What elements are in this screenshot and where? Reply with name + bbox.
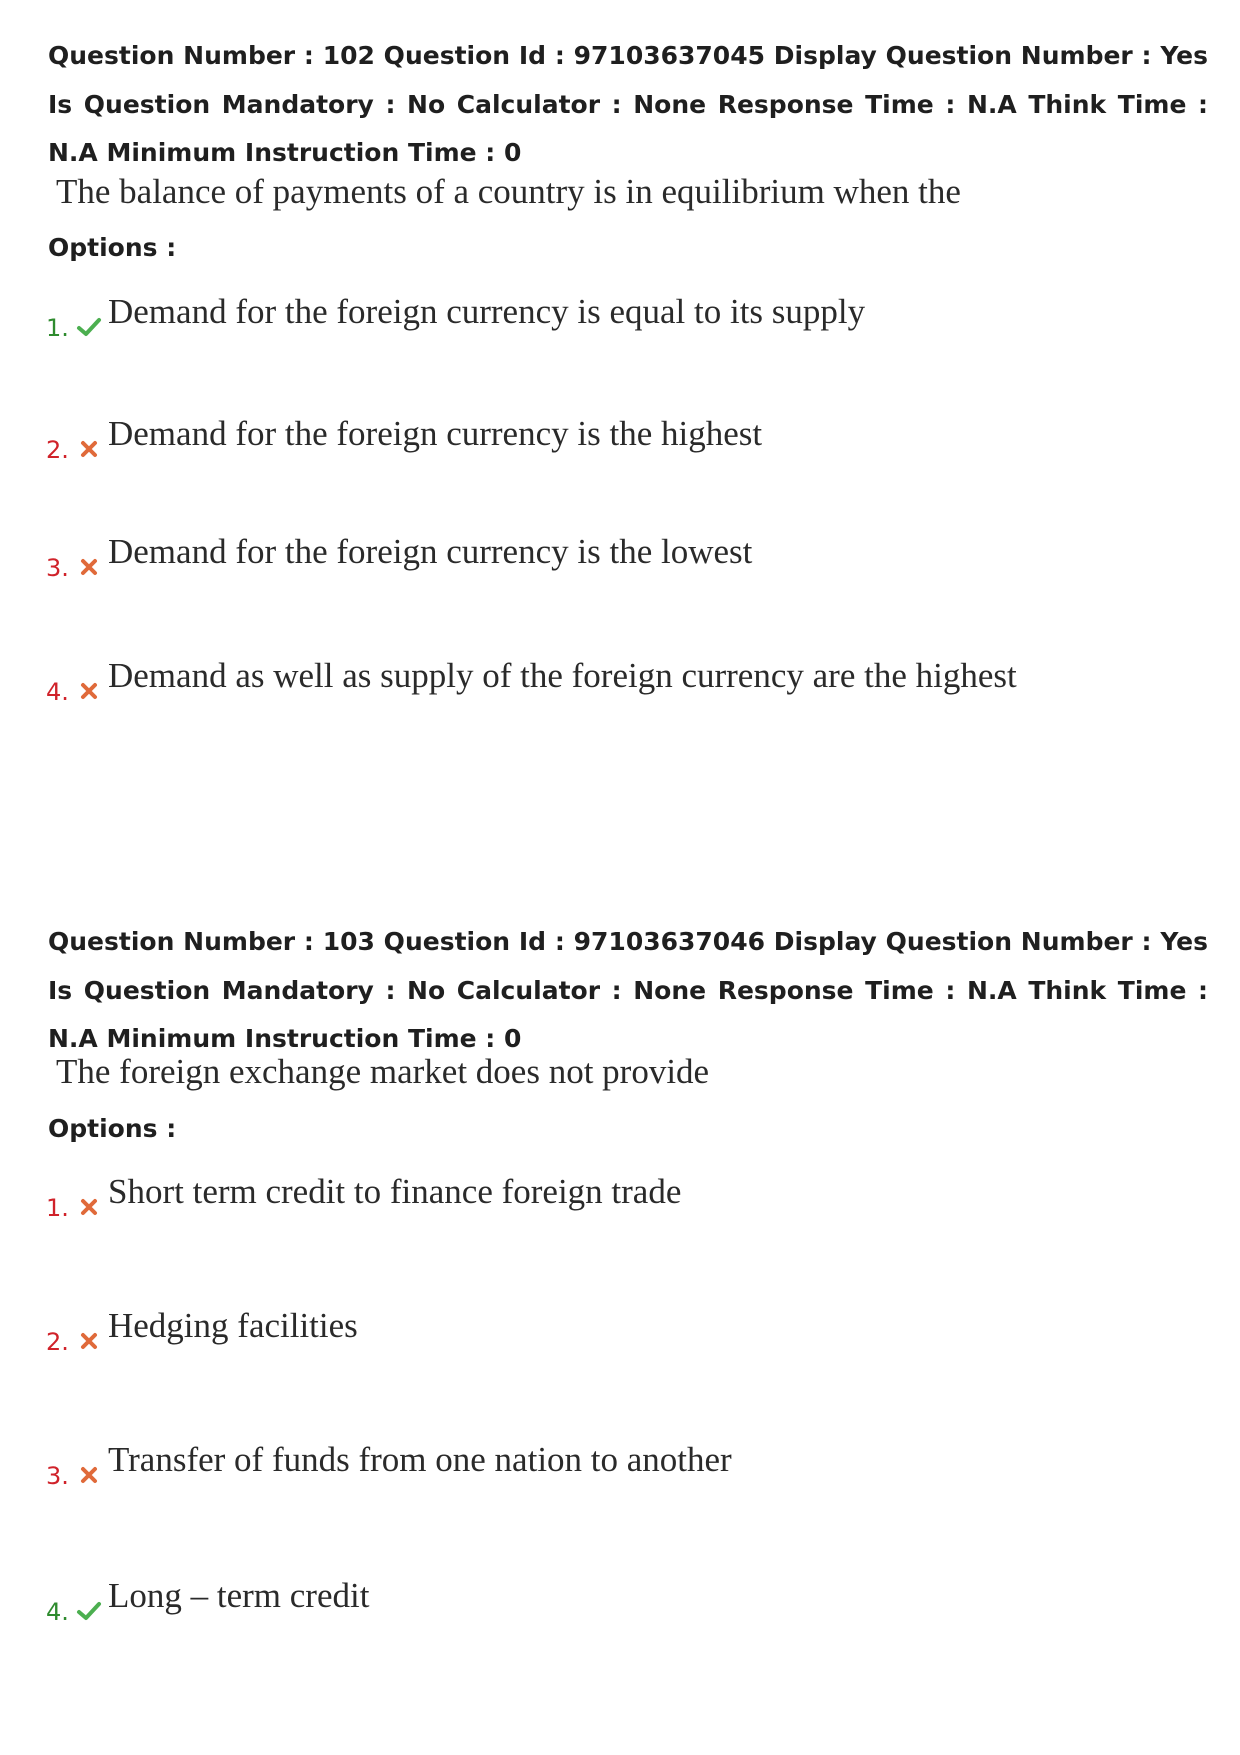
question-text: The balance of payments of a country is in equilibrium when the bbox=[56, 172, 961, 211]
cross-icon bbox=[76, 678, 102, 704]
option-number: 3. bbox=[46, 1462, 69, 1490]
option-number: 2. bbox=[46, 1328, 69, 1356]
check-icon bbox=[76, 1598, 102, 1624]
option-item bbox=[46, 532, 1146, 592]
option-item bbox=[46, 292, 1146, 352]
option-number: 3. bbox=[46, 554, 69, 582]
cross-icon bbox=[76, 436, 102, 462]
option-item bbox=[46, 414, 1146, 474]
question-meta: Question Number : 102 Question Id : 97103637045 Display Question Number : Yes Is Question Mandatory : No Calculator : None Response Time : N.A Think Time : N.A Minimum Instruction Time : 0 bbox=[48, 41, 1208, 167]
cross-icon bbox=[76, 1328, 102, 1354]
option-item bbox=[46, 1440, 1146, 1500]
option-item bbox=[46, 1576, 1146, 1636]
cross-icon bbox=[76, 1462, 102, 1488]
option-text: Demand for the foreign currency is equal to its supply bbox=[108, 292, 866, 331]
option-text: Demand for the foreign currency is the lowest bbox=[108, 532, 753, 571]
options-heading: Options : bbox=[48, 233, 177, 262]
options-heading: Options : bbox=[48, 1114, 177, 1143]
check-icon bbox=[76, 314, 102, 340]
cross-icon bbox=[76, 1194, 102, 1220]
option-text: Demand as well as supply of the foreign currency are the highest bbox=[108, 656, 1017, 695]
option-number: 1. bbox=[46, 1194, 69, 1222]
option-text: Hedging facilities bbox=[108, 1306, 358, 1345]
option-number: 4. bbox=[46, 678, 69, 706]
option-number: 4. bbox=[46, 1598, 69, 1626]
option-number: 1. bbox=[46, 314, 69, 342]
option-text: Transfer of funds from one nation to another bbox=[108, 1440, 732, 1479]
cross-icon bbox=[76, 554, 102, 580]
option-item bbox=[46, 656, 1146, 716]
option-number: 2. bbox=[46, 436, 69, 464]
question-text: The foreign exchange market does not provide bbox=[56, 1052, 710, 1091]
option-item bbox=[46, 1306, 1146, 1366]
option-item bbox=[46, 1172, 1146, 1232]
option-text: Long – term credit bbox=[108, 1576, 370, 1615]
option-text: Short term credit to finance foreign trade bbox=[108, 1172, 682, 1211]
question-meta: Question Number : 103 Question Id : 97103637046 Display Question Number : Yes Is Question Mandatory : No Calculator : None Response Time : N.A Think Time : N.A Minimum Instruction Time : 0 bbox=[48, 927, 1208, 1053]
option-text: Demand for the foreign currency is the highest bbox=[108, 414, 763, 453]
